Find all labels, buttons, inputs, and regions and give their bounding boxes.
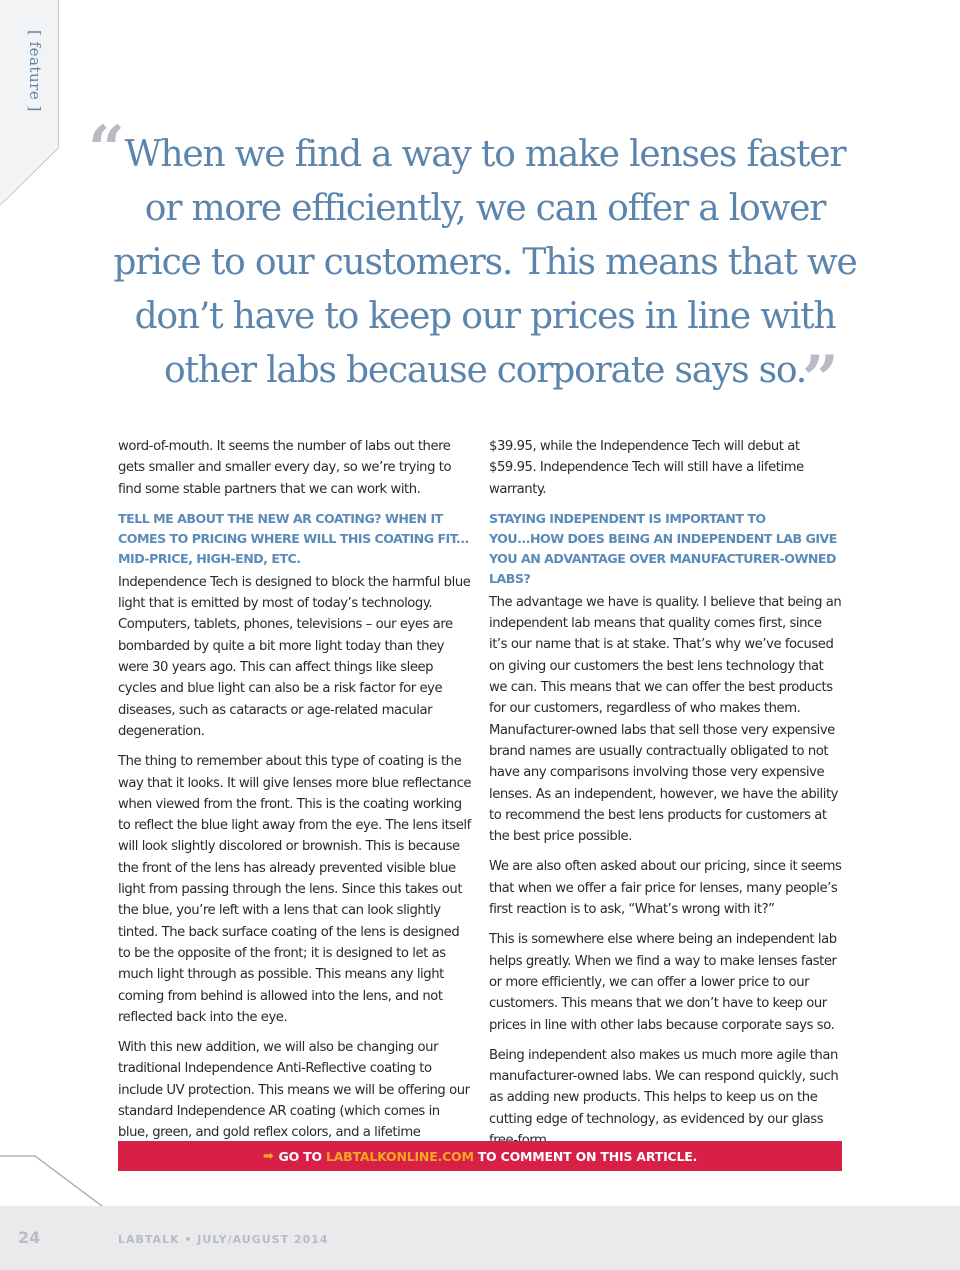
body-paragraph: $39.95, while the Independence Tech will debut at $59.95. Independence Tech will still have a lifetime warranty. [489,439,804,497]
pull-quote-line: When we find a way to make lenses faster [124,134,846,175]
body-paragraph: The advantage we have is quality. I believe that being an independent lab means that quality comes first, since it’s our name that is at stake. That’s why we’ve focused on giving our customers the best lens technology that we can. This means that we can offer the best products for our customers, regardless of who makes them. Manufacturer-owned labs that sell those very expensive brand names are usually contractually obligated to not have any comparisons involving those very expensive lenses. As an independent, however, we have the ability to recommend the best lens products for customers at the best price possible. [489,594,842,845]
pull-quote-line: or more efficiently, we can offer a lower [144,188,826,229]
close-quote-icon: ” [802,342,839,417]
body-paragraph: This is somewhere else where being an independent lab helps greatly. When we find a way to make lenses faster or more efficiently, we can offer a lower price to our customers. This means that we don’t have to keep our prices in line with other labs because corporate says so. [489,932,837,1033]
interview-question: TELL ME ABOUT THE NEW AR COATING? WHEN IT COMES TO PRICING WHERE WILL THIS COATING FIT... MID-PRICE, HIGH-END, ETC. [118,510,469,566]
section-tag [20,30,44,120]
interview-question: STAYING INDEPENDENT IS IMPORTANT TO YOU...HOW DOES BEING AN INDEPENDENT LAB GIVE YOU AN ADVANTAGE OVER MANUFACTURER-OWNED LABS? [489,510,837,586]
body-paragraph: word-of-mouth. It seems the number of labs out there gets smaller and smaller every day, so we’re trying to find some stable partners that we can work with. [118,439,452,497]
pull-quote-line: don’t have to keep our prices in line with [134,296,836,337]
pull-quote-line: other labs because corporate says so. [163,350,806,391]
pull-quote-line: price to our customers. This means that we [113,242,857,283]
article-column-right [489,436,843,1160]
article-column-left [118,436,472,1174]
body-paragraph: Being independent also makes us much more agile than manufacturer-owned labs. We can respond quickly, such as adding new products. This helps to keep us on the cutting edge of technology, as evidenced by our glass [489,1047,839,1127]
body-paragraph: With this new addition, we will also be changing our traditional Independence Anti-Reflective coating to include UV protection. This means we will be offering our standard Independence AR coating (which comes in blue, green, and gold reflex colors, and a lifetime [118,1040,470,1141]
cta-suffix: TO COMMENT ON THIS ARTICLE. [477,1148,698,1164]
footer-publication-info: LABTALK • JULY/AUGUST 2014 [118,1233,329,1246]
body-paragraph: Independence Tech is designed to block the harmful blue light that is emitted by most of today’s technology. Computers, tablets, phones, televisions – our eyes are bombarded by quite a bit more light today than they were 30 years ago. This can affect things like sleep cycles and blue light can also be a risk factor for eye diseases, such as cataracts or age-related macular degeneration. [118,574,471,739]
pull-quote [95,128,875,398]
cta-website-link[interactable]: LABTALKONLINE.COM [325,1148,474,1164]
arrow-right-icon: ➡ [262,1148,274,1164]
comment-cta-banner[interactable] [118,1141,842,1171]
cta-prefix: GO TO [278,1148,322,1164]
section-tag-label: [ feature ] [26,30,44,112]
open-quote-icon: “ [88,112,125,187]
body-paragraph: The thing to remember about this type of coating is the way that it looks. It will give lenses more blue reflectance when viewed from the front. This is the coating working to reflect the blue light away from the eye. The lens itself will look slightly discolored or brownish. This is because the front of the lens has already prevented visible blue light from passing through the lens. Since this takes out the blue, you’re left with a lens that can look slightly tinted. The back surface coating of the lens is designed to be the opposite of the front; it is designed to let as much light through as possible. This means any light coming from behind is allowed into the lens, and not reflected back into the eye. [118,754,472,1025]
body-paragraph: We are also often asked about our pricing, since it seems that when we offer a fair price for lenses, many people’s first reaction is to ask, “What’s wrong with it?” [489,859,842,918]
page-number: 24 [18,1228,41,1247]
